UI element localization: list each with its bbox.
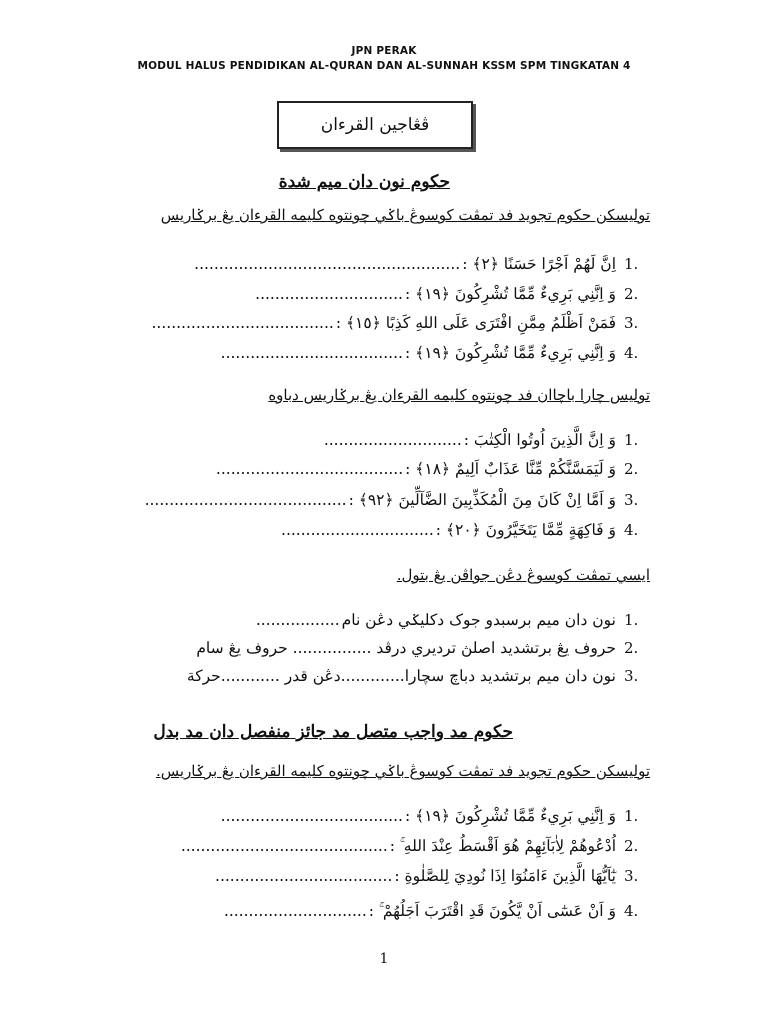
answer-blank[interactable]: .........................................	[144, 491, 347, 509]
question-number: 2.	[624, 837, 639, 855]
question-a1	[194, 250, 650, 278]
section1-instruction-b: توليس چارا باچاان فد چونتوه کليمه القرءان يڠ برݢاريس دباوه	[268, 386, 650, 404]
statement-text: نون دان ميم برسبدو جوک دکليݢي دڠن نام	[341, 611, 616, 629]
ayah-text: اُدْعُوهُمْ لِاٰبَآئِهِمْ هُوَ اَقْسَطُ عِنْدَ اللهِ ۚ :	[389, 836, 616, 855]
title-box	[277, 101, 473, 149]
title-box-text: ڤڠاجين القرءان	[320, 115, 430, 135]
question-number: 1.	[624, 807, 639, 825]
answer-blank[interactable]: .....................................	[220, 344, 403, 362]
ayah-text: وَ اِنَّنِي بَرِيءٌ مِّمَّا تُشْرِكُونَ ﴿١٩﴾ :	[404, 807, 616, 825]
ayah-text: اِنَّ لَهُمْ اَجْرًا حَسَنًا ﴿٢﴾ :	[462, 255, 616, 273]
section2-instruction: توليسکن حکوم تجويد فد تمڤت کوسوڠ باݢي چونتوه کليمه القرءان يڠ برݢاريس.	[156, 762, 650, 780]
ayah-text: وَ اِنَّ الَّذِينَ اُوتُوا الْكِتٰبَ :	[463, 431, 616, 449]
section2-heading: حکوم مد واجب متصل مد جائز منفصل دان مد بدل	[153, 722, 513, 742]
fill-c2	[196, 634, 650, 662]
question-number: 1.	[624, 431, 639, 449]
fill-c1	[256, 606, 650, 634]
statement-text: حروف يڠ برتشديد اصلڽ ترديري درڤد ................ حروف يڠ سام	[196, 639, 616, 657]
question-number: 4.	[624, 344, 639, 362]
question-a2	[255, 280, 650, 308]
statement-text: نون دان ميم برتشديد دباچ سچارا.............دڠن قدر ............حرکة	[186, 667, 616, 685]
answer-blank[interactable]: ............................	[323, 431, 462, 449]
question-d4	[224, 897, 650, 925]
question-b3	[145, 486, 650, 514]
section1-heading: حکوم نون دان ميم شدة	[278, 172, 450, 192]
answer-blank[interactable]: ......................................	[215, 460, 404, 478]
answer-blank[interactable]: ..............................	[255, 285, 403, 303]
answer-blank[interactable]: ..........................................	[180, 837, 388, 855]
answer-blank[interactable]: .....................................	[220, 807, 403, 825]
question-number: 3.	[624, 314, 639, 332]
question-number: 1.	[624, 611, 639, 629]
question-a4	[221, 339, 650, 367]
section1-instruction-c: ايسي تمڤت کوسوڠ دڠن جواڤن يڠ بتول.	[396, 566, 650, 584]
question-number: 4.	[624, 521, 639, 539]
question-b2	[216, 455, 650, 483]
question-b4	[281, 516, 650, 544]
question-number: 2.	[624, 460, 639, 478]
question-number: 2.	[624, 639, 639, 657]
page-number: 1	[379, 951, 389, 967]
question-b1	[324, 426, 650, 454]
ayah-text: يٰٓاَيُّهَا الَّذِينَ ءَامَنُوٓا اِذَا نُودِيَ لِلصَّلٰوةِ :	[394, 867, 616, 885]
header-org: JPN PERAK	[351, 45, 417, 57]
ayah-text: وَ فَاكِهَةٍ مِّمَّا يَتَخَيَّرُونَ ﴿٢٠﴾ :	[435, 521, 616, 539]
question-number: 4.	[624, 902, 639, 920]
fill-c3	[187, 662, 650, 690]
question-number: 3.	[624, 867, 639, 885]
ayah-text: وَ لَيَمَسَّنَّكُمْ مِّنَّا عَذَابٌ اَلِيمٌ ﴿١٨﴾ :	[405, 460, 616, 478]
question-d2	[181, 832, 650, 860]
question-number: 3.	[624, 667, 639, 685]
question-number: 1.	[624, 255, 639, 273]
question-number: 2.	[624, 285, 639, 303]
ayah-text: وَ اِنَّنِي بَرِيءٌ مِّمَّا تُشْرِكُونَ ﴿١٩﴾ :	[404, 344, 616, 362]
question-d3	[215, 862, 650, 890]
ayah-text: وَ اِنَّنِي بَرِيءٌ مِّمَّا تُشْرِكُونَ ﴿١٩﴾ :	[404, 285, 616, 303]
answer-blank[interactable]: ......................................................	[194, 255, 461, 273]
answer-blank[interactable]: ...............................	[281, 521, 434, 539]
answer-blank[interactable]: .....................................	[151, 314, 334, 332]
question-number: 3.	[624, 491, 639, 509]
question-a3	[152, 309, 651, 337]
section1-instruction-a: توليسکن حکوم تجويد فد تمڤت کوسوڠ باݢي چونتوه کليمه القرءان يڠ برݢاريس	[160, 206, 650, 224]
question-d1	[221, 802, 650, 830]
ayah-text: وَ اَمَّا اِنْ كَانَ مِنَ الْمُكَذِّبِينَ الضَّآلِّينَ ﴿٩٢﴾ :	[348, 491, 616, 509]
ayah-text: فَمَنْ اَظْلَمُ مِمَّنِ افْتَرَى عَلَى اللهِ كَذِبًا ﴿١٥﴾ :	[335, 314, 616, 332]
header-module-title: MODUL HALUS PENDIDIKAN AL-QURAN DAN AL-SUNNAH KSSM SPM TINGKATAN 4	[137, 60, 631, 72]
answer-blank[interactable]: .................	[255, 611, 340, 629]
answer-blank[interactable]: ....................................	[215, 867, 393, 885]
ayah-text: وَ اَنْ عَسٰٓى اَنْ يَّكُونَ قَدِ اقْتَرَبَ اَجَلُهُمْ ۚ :	[368, 901, 616, 920]
answer-blank[interactable]: .............................	[223, 902, 367, 920]
